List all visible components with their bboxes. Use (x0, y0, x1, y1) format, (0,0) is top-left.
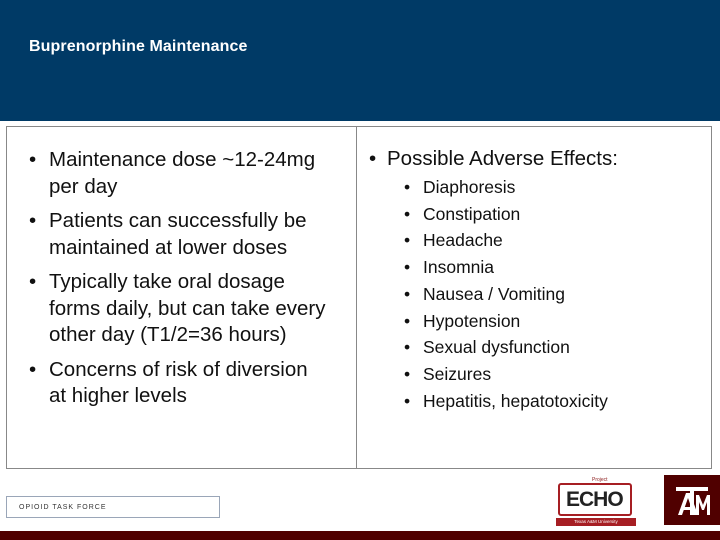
list-item: • Diaphoresis (404, 174, 608, 201)
list-item: • Concerns of risk of diversion at higher levels (29, 357, 329, 410)
header-divider (0, 121, 720, 125)
page-title: Buprenorphine Maintenance (29, 38, 248, 55)
header-banner (0, 0, 720, 121)
list-item: • Maintenance dose ~12-24mg per day (29, 147, 329, 200)
list-item: • Sexual dysfunction (404, 334, 608, 361)
echo-name: ECHO (566, 488, 623, 511)
list-item: • Headache (404, 227, 608, 254)
list-item: • Patients can successfully be maintained at lower doses (29, 208, 329, 261)
list-item: • Seizures (404, 361, 608, 388)
list-item: • Hepatitis, hepatotoxicity (404, 388, 608, 415)
list-item: • Typically take oral dosage forms daily, but can take every other day (T1/2=36 hours) (29, 269, 329, 349)
adverse-effects-list (404, 174, 608, 414)
list-item: • Hypotension (404, 308, 608, 335)
echo-project-label: Project (592, 477, 608, 483)
tamu-logo (664, 475, 720, 525)
left-bullet-list (29, 147, 329, 418)
adverse-effects-heading: • Possible Adverse Effects: (369, 146, 618, 172)
echo-logo (556, 475, 636, 527)
right-content-panel (356, 126, 712, 469)
tamu-atm-logo-icon (672, 481, 712, 521)
list-item: • Nausea / Vomiting (404, 281, 608, 308)
list-item: • Constipation (404, 201, 608, 228)
task-force-label: OPIOID TASK FORCE (6, 496, 220, 518)
list-item: • Insomnia (404, 254, 608, 281)
footer-bar (0, 531, 720, 540)
echo-badge (558, 483, 632, 516)
echo-subtitle: Texas A&M University (556, 518, 636, 526)
left-content-panel (6, 126, 358, 469)
